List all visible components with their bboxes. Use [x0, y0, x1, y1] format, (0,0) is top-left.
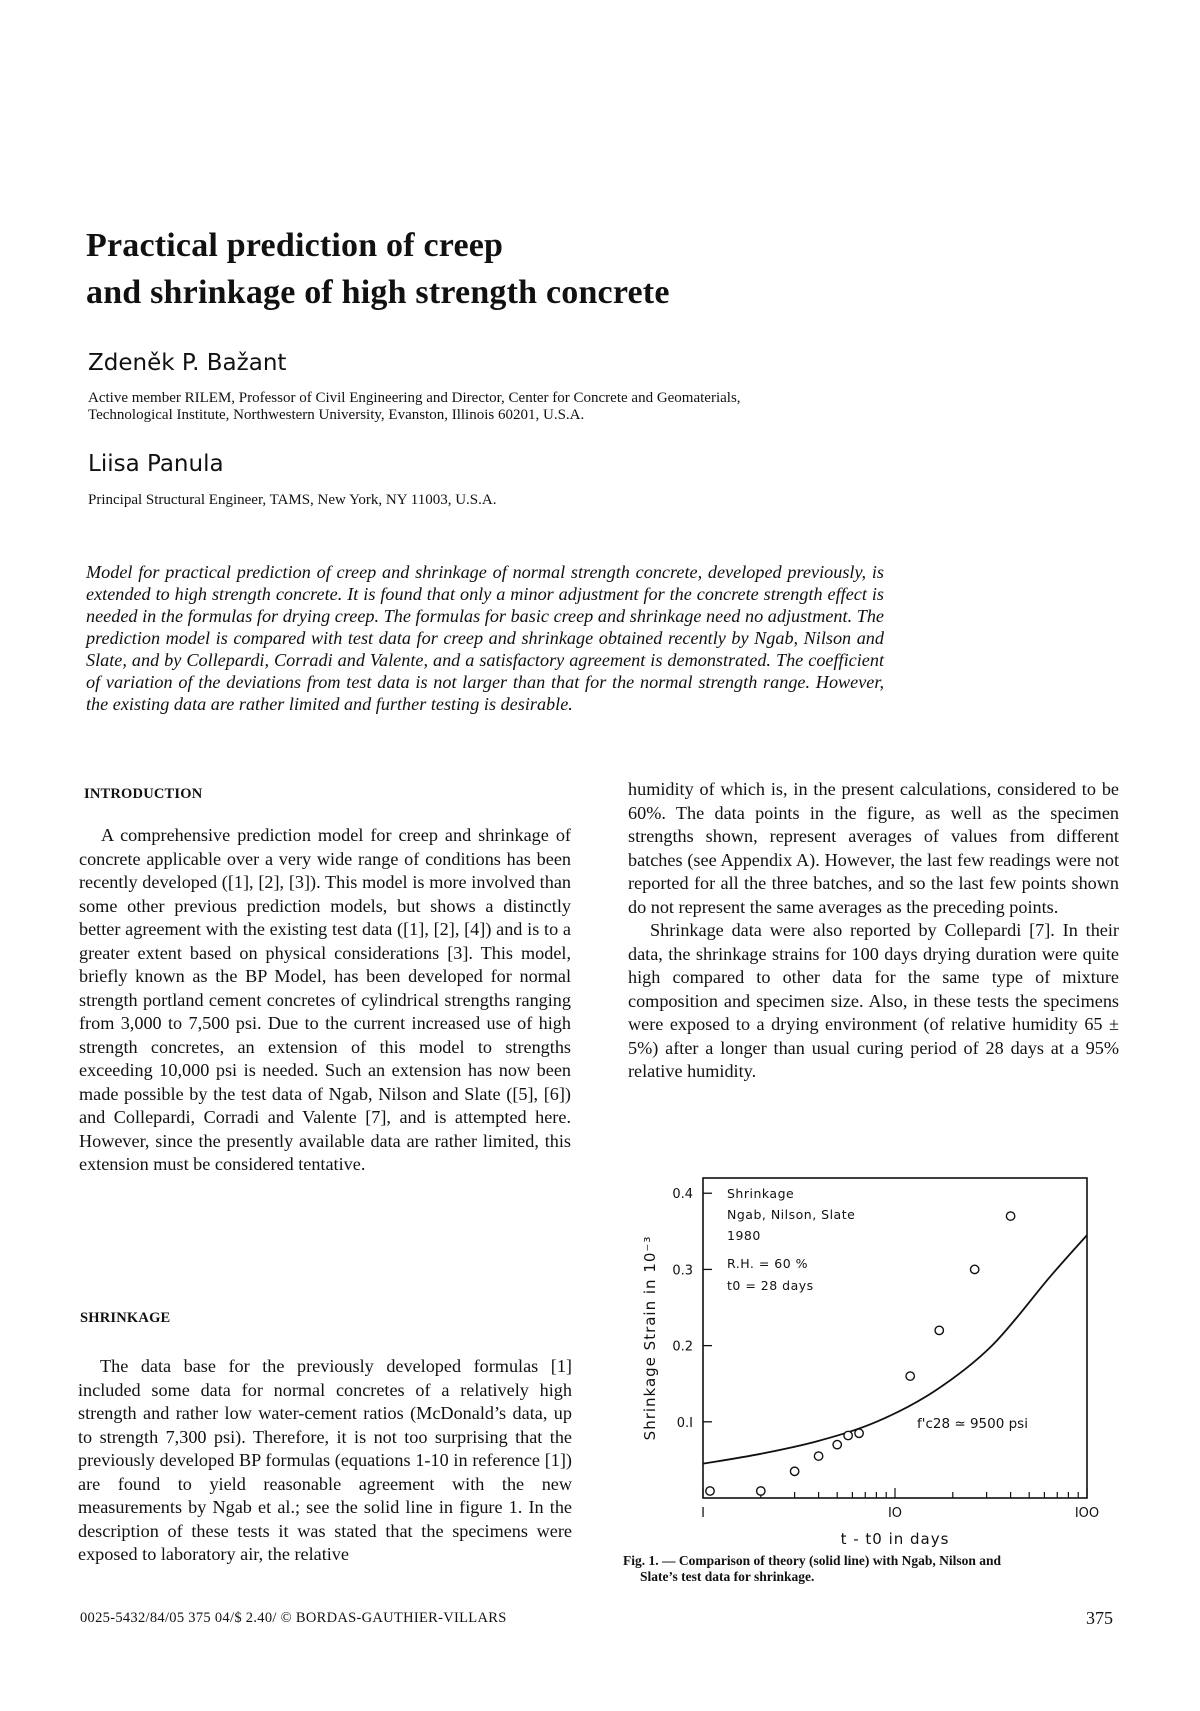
x-tick-label: IO	[887, 1506, 903, 1521]
y-axis-label: Shrinkage Strain in 10⁻³	[641, 1235, 659, 1441]
author-2-name: Liisa Panula	[88, 451, 224, 477]
abstract: Model for practical prediction of creep and shrinkage of normal strength concrete, developed previously, is extended to high strength concrete. It is found that only a minor adjustment for the concrete strength effect is needed in the formulas for drying creep. The formulas for basic creep and shrinkage need no adjustment. The prediction model is compared with test data for creep and shrinkage obtained recently by Ngab, Nilson and Slate, and by Collepardi, Corradi and Valente, and a satisfactory agreement is demonstrated. The coefficient of variation of the deviations from test data is not larger than that for the normal strength range. However, the existing data are rather limited and further testing is desirable.	[86, 562, 884, 714]
data-point	[814, 1452, 822, 1460]
page-number: 375	[1086, 1608, 1113, 1628]
annotation-text: R.H. = 60 %	[727, 1256, 809, 1271]
figure-1-shrinkage-chart	[615, 1170, 1135, 1550]
annotation-text: t0 = 28 days	[727, 1278, 814, 1293]
data-point	[706, 1487, 714, 1495]
data-point	[790, 1467, 798, 1475]
annotation-text: Shrinkage	[727, 1186, 795, 1201]
affiliation-line-1: Active member RILEM, Professor of Civil Engineering and Director, Center for Concrete and Geomaterials,	[88, 390, 741, 406]
right-column-body	[628, 778, 1119, 1084]
y-tick-label: 0.4	[672, 1187, 693, 1203]
footer-copyright: 0025-5432/84/05 375 04/$ 2.40/ © BORDAS-GAUTHIER-VILLARS	[80, 1610, 507, 1626]
introduction-heading: INTRODUCTION	[84, 786, 203, 802]
affiliation-line-2: Technological Institute, Northwestern University, Evanston, Illinois 60201, U.S.A.	[88, 407, 585, 423]
data-point	[844, 1431, 852, 1439]
caption-line-2: Slate’s test data for shrinkage.	[640, 1569, 815, 1584]
plot-frame	[703, 1178, 1087, 1498]
introduction-paragraph: A comprehensive prediction model for creep and shrinkage of concrete applicable over a very wide range of conditions has been recently developed ([1], [2], [3]). This model is more involved than some other previous prediction models, but shows a distinctly better agreement with the existing test data ([1], [2], [4]) and is to a greater extent based on physical considerations [3]. This model, briefly known as the BP Model, has been developed for normal strength portland cement concretes of cylindrical strengths ranging from 3,000 to 7,500 psi. Due to the current increased use of high strength concretes, an extension of this model to strengths exceeding 10,000 psi is needed. Such an extension has now been made possible by the test data of Ngab, Nilson and Slate ([5], [6]) and Collepardi, Corradi and Valente [7], and is attempted here. However, since the presently available data are rather limited, this extension must be considered tentative.	[79, 825, 571, 1174]
introduction-body	[79, 824, 571, 1177]
data-point	[906, 1372, 914, 1380]
strength-annotation: f'c28 ≃ 9500 psi	[917, 1416, 1028, 1432]
shrinkage-heading: SHRINKAGE	[80, 1310, 171, 1326]
title-line-2: and shrinkage of high strength concrete	[86, 274, 670, 311]
data-point	[757, 1487, 765, 1495]
y-tick-label: 0.3	[672, 1263, 693, 1279]
title-line-1: Practical prediction of creep	[86, 227, 504, 264]
shrinkage-paragraph: The data base for the previously developed formulas [1] included some data for normal concretes of a relatively high strength and rather low water-cement ratios (McDonald’s data, up to strength 7,300 psi). Therefore, it is not too surprising that the previously developed BP formulas (equations 1-10 in reference [1]) are found to yield reasonable agreement with the new measurements by Ngab et al.; see the solid line in figure 1. In the description of these tests it was stated that the specimens were exposed to laboratory air, the relative	[78, 1356, 572, 1564]
data-point	[1006, 1212, 1014, 1220]
annotation-text: Ngab, Nilson, Slate	[727, 1207, 856, 1222]
data-point	[833, 1440, 841, 1448]
plot-area	[641, 1178, 1099, 1548]
x-axis-label: t - t0 in days	[840, 1530, 950, 1548]
data-point	[855, 1429, 863, 1437]
author-1-affiliation	[88, 390, 928, 424]
x-tick-label: I	[701, 1506, 705, 1521]
paper-title	[86, 222, 670, 316]
y-tick-label: 0.I	[676, 1415, 693, 1431]
data-point	[970, 1265, 978, 1273]
figure-caption	[623, 1553, 1123, 1585]
right-paragraph-1: humidity of which is, in the present calculations, considered to be 60%. The data points in the figure, as well as the specimen strengths shown, represent averages of values from different batches (see Appendix A). However, the last few readings were not reported for all the three batches, and so the last few points shown do not represent the same averages as the preceding points.	[628, 779, 1119, 917]
shrinkage-body	[78, 1355, 572, 1567]
right-paragraph-2: Shrinkage data were also reported by Collepardi [7]. In their data, the shrinkage strains for 100 days drying duration were quite high compared to other data for the same type of mixture composition and specimen size. Also, in these tests the specimens were exposed to a drying environment (of relative humidity 65 ± 5%) after a longer than usual curing period of 28 days at a 95% relative humidity.	[628, 920, 1119, 1081]
annotation-text: 1980	[727, 1228, 761, 1243]
caption-line-1: Fig. 1. — Comparison of theory (solid line) with Ngab, Nilson and	[623, 1553, 1002, 1568]
y-tick-label: 0.2	[672, 1339, 693, 1355]
x-tick-label: IOO	[1074, 1506, 1100, 1521]
data-point	[935, 1326, 943, 1334]
author-1-name: Zdeněk P. Bažant	[88, 350, 287, 376]
author-2-affiliation: Principal Structural Engineer, TAMS, New York, NY 11003, U.S.A.	[88, 492, 497, 508]
